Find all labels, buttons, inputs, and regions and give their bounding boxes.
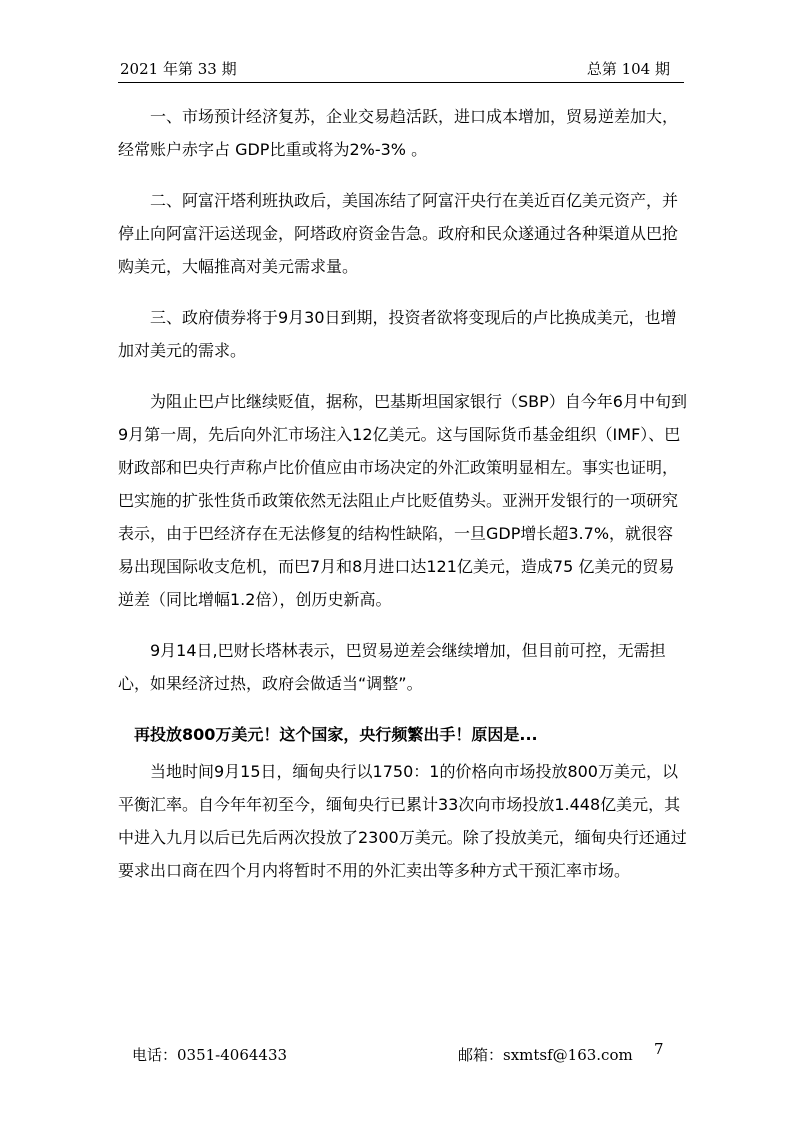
paragraph-4: 为阻止巴卢比继续贬值，据称，巴基斯坦国家银行（SBP）自今年6月中旬到9月第一周，先后向外汇市场注入12亿美元。这与国际货币基金组织（IMF）、巴财政部和巴央行声称卢比价值应由市场决定的外汇政策明显相左。事实也证明，巴实施的扩张性货币政策依然无法阻止卢比贬值势头。亚洲开发银行的一项研究表示，由于巴经济存在无法修复的结构性缺陷，一旦GDP增长超3.7%，就很容易出现国际收支危机，而巴7月和8月进口达121亿美元，造成75 亿美元的贸易逆差（同比增幅1.2倍），创历史新高。 bbox=[118, 392, 687, 609]
total-issue-number: 总第 104 期 bbox=[586, 60, 670, 78]
paragraph-1: 一、市场预计经济复苏，企业交易趋活跃，进口成本增加，贸易逆差加大，经常账户赤字占 GDP比重或将为2%-3% 。 bbox=[118, 107, 679, 159]
contact-email: 邮箱：sxmtsf@163.com bbox=[458, 1046, 633, 1064]
contact-phone: 电话：0351-4064433 bbox=[132, 1046, 288, 1064]
paragraph-5: 9月14日,巴财长塔林表示，巴贸易逆差会继续增加，但目前可控，无需担心，如果经济过热，政府会做适当“调整”。 bbox=[118, 641, 666, 693]
paragraph-2: 二、阿富汗塔利班执政后，美国冻结了阿富汗央行在美近百亿美元资产，并停止向阿富汗运送现金，阿塔政府资金告急。政府和民众遂通过各种渠道从巴抢购美元，大幅推高对美元需求量。 bbox=[118, 191, 679, 276]
page-number: 7 bbox=[654, 1040, 664, 1058]
page-footer bbox=[118, 1040, 684, 1068]
paragraph-3: 三、政府债券将于9月30日到期，投资者欲将变现后的卢比换成美元，也增加对美元的需求。 bbox=[118, 308, 677, 360]
page-header bbox=[118, 58, 684, 83]
section-heading: 再投放800万美元！这个国家，央行频繁出手！原因是... bbox=[134, 725, 538, 744]
section-paragraph: 当地时间9月15日，缅甸央行以1750：1的价格向市场投放800万美元，以平衡汇率。自今年年初至今，缅甸央行已累计33次向市场投放1.448亿美元，其中进入九月以后已先后两次投放了2300万美元。除了投放美元，缅甸央行还通过要求出口商在四个月内将暂时不用的外汇卖出等多种方式干预汇率市场。 bbox=[118, 762, 687, 880]
issue-number: 2021 年第 33 期 bbox=[120, 60, 237, 78]
article-body bbox=[118, 100, 688, 905]
